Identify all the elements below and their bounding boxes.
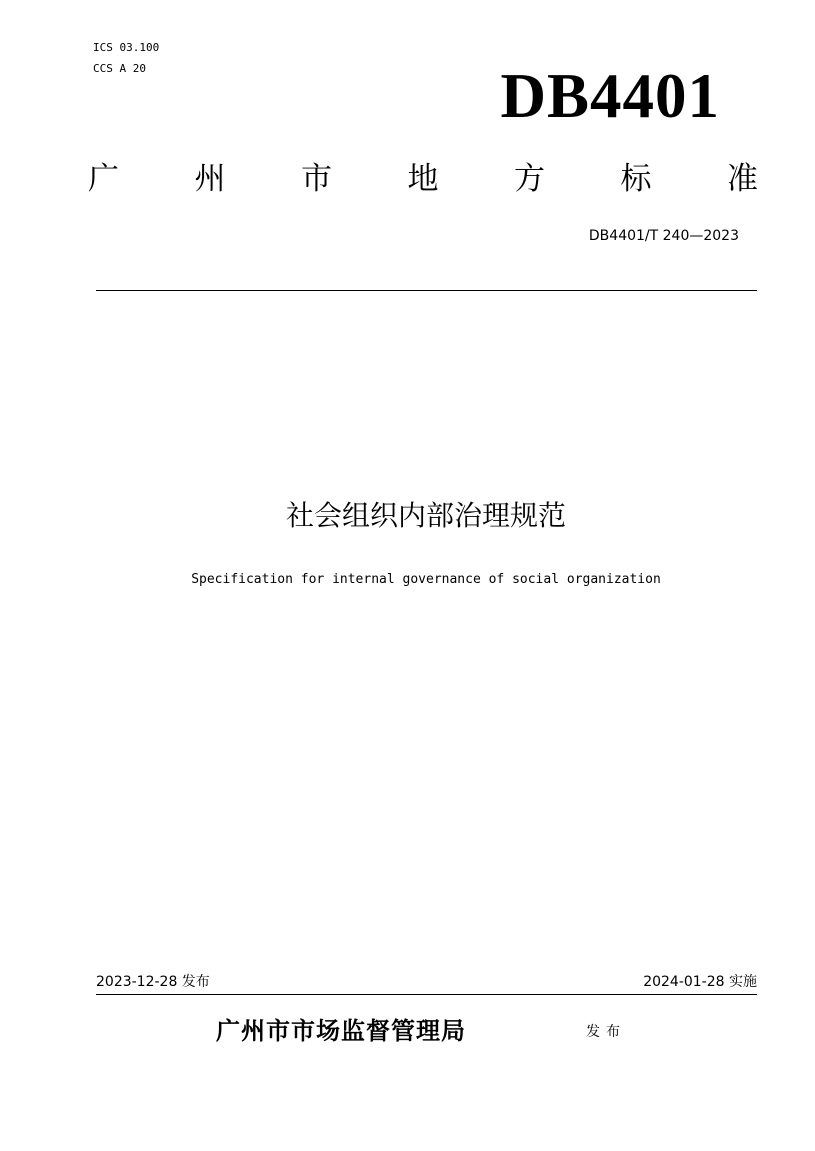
bottom-divider [96,994,757,995]
ics-code: ICS 03.100 [93,41,160,54]
standard-type-char: 方 [514,161,545,197]
standard-number: DB4401/T 240—2023 [588,228,739,244]
document-title: 社会组织内部治理规范 [285,499,566,532]
standard-type-title [88,158,758,200]
standard-type-char: 广 [88,161,119,197]
standard-type-char: 地 [407,161,439,197]
top-divider [96,290,757,291]
standard-type-char: 标 [620,161,652,197]
issue-label: 发布 [586,1024,626,1040]
standard-type-char: 准 [727,161,758,197]
document-subtitle-en: Specification for internal governance of social organization [191,572,661,587]
standard-code: DB4401 [500,61,720,131]
implement-date: 2024-01-28 实施 [643,974,757,990]
standard-type-char: 市 [301,161,332,197]
issuer-name: 广州市市场监督管理局 [216,1017,466,1045]
standard-type-char: 州 [194,161,226,197]
publish-date: 2023-12-28 发布 [96,974,210,990]
ccs-code: CCS A 20 [93,62,146,75]
